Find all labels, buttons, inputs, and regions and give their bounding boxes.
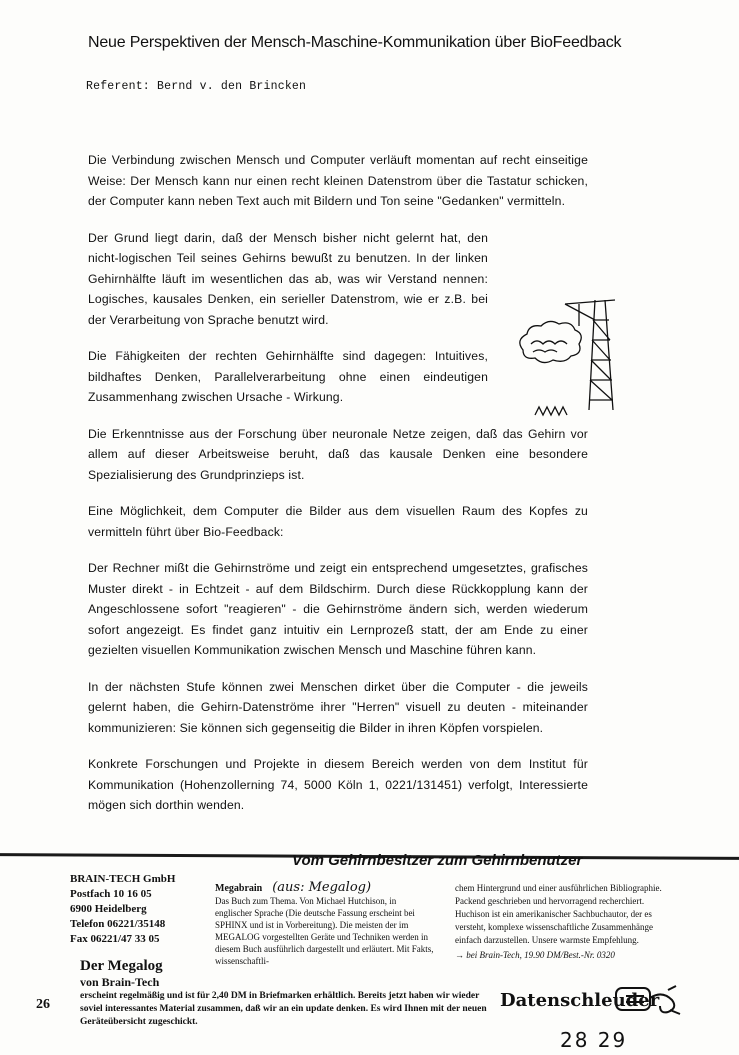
article-title: Neue Perspektiven der Mensch-Maschine-Kommunikation über BioFeedback bbox=[88, 34, 622, 51]
paragraph-1: Die Verbindung zwischen Mensch und Computer verläuft momentan auf recht einseitige Weise: Der Mensch kann nur einen recht kleinen Datenstrom über die Tastatur schicken, der Computer kann neben Text auch mit Bildern und Ton seine "Gedanken" vermitteln. bbox=[88, 153, 588, 208]
paragraph-7: In der nächsten Stufe können zwei Menschen dirket über die Computer - die jeweils gelernt haben, die Gehirn-Datenströme ihrer "Herren" visuell zu deuten - miteinander kommunizieren: Sie können sich gegenseitig die Bilder in ihren Köpfen vorspielen. bbox=[88, 679, 588, 735]
megabrain-text: Das Buch zum Thema. Von Michael Hutchison, in englischer Sprache (Die deutsche Fassung erscheint bei SPHINX und ist in Vorbereitung). Die meisten der im MEGALOG vorgestellten Geräte und Techniken werden in diesem Buch ausführlich dargestellt und erläutert. Mit Fakts, wissenschaftli- bbox=[215, 896, 434, 966]
speaker-line: Referent: Bernd v. den Brincken bbox=[86, 80, 307, 93]
brain-crane-illustration bbox=[505, 290, 625, 420]
review-text: chem Hintergrund und einer ausführlichen Bibliographie. Packend geschrieben und hervorragend recherchiert. Huchison ist ein amerikanischer Sachbuchautor, der es versteht, komplexe wissenschaftliche Zusammenhänge einfach darzustellen. Unsere warmste Empfehlung. bbox=[455, 883, 662, 945]
chaos-knot-icon bbox=[612, 982, 682, 1018]
paragraph-2: Der Grund liegt darin, daß der Mensch bisher nicht gelernt hat, den nicht-logischen Teil seines Gehirns bewußt zu benutzen. In der linken Gehirnhälfte läuft im wesentlichen das ab, was wir Verstand nennen: Logisches, kausales Denken, ein serieller Datenstrom, wie er z.B. bei der Verarbeitung von Sprache benutzt wird. bbox=[88, 230, 488, 327]
megalog-footnote: erscheint regelmäßig und ist für 2,40 DM in Briefmarken erhältlich. Bereits jetzt haben wir wieder soviel interessantes Material zusammen, daß wir an ein update denken. Es wird Ihnen mit der neuen Geräteübersicht zugeschickt. bbox=[80, 991, 487, 1027]
order-reference: → bei Brain-Tech, 19.90 DM/Best.-Nr. 0320 bbox=[455, 950, 615, 960]
megabrain-column bbox=[215, 882, 435, 967]
paragraph-4: Die Erkenntnisse aus der Forschung über neuronale Netze zeigen, daß das Gehirn vor allem auf dieser Arbeitsweise beruht, daß das kausale Denken eine besondere Spezialisierung des Grundprinzieps ist. bbox=[88, 426, 588, 482]
megabrain-label: Megabrain bbox=[215, 883, 263, 894]
address-line: Telefon 06221/35148 bbox=[70, 918, 166, 930]
address-line: 6900 Heidelberg bbox=[70, 903, 147, 915]
ad-headline: Vom Gehirnbesitzer zum Gehirnbenutzer bbox=[292, 852, 583, 869]
address-line: Postfach 10 16 05 bbox=[70, 888, 152, 900]
paragraph-5: Eine Möglichkeit, dem Computer die Bilder aus dem visuellen Raum des Kopfes zu vermitteln führt über Bio-Feedback: bbox=[88, 504, 588, 539]
page-number: 26 bbox=[36, 997, 50, 1012]
megalog-subtitle: von Brain-Tech bbox=[80, 975, 160, 989]
handwritten-page-numbers: 28 29 bbox=[560, 1028, 628, 1052]
megalog-block bbox=[80, 958, 163, 990]
address-line: Fax 06221/47 33 05 bbox=[70, 933, 160, 945]
magazine-name: Datenschleuder bbox=[500, 990, 660, 1011]
review-column bbox=[455, 882, 675, 962]
paragraph-8: Konkrete Forschungen und Projekte in diesem Bereich werden von dem Institut für Kommunikation (Hohenzollerning 74, 5000 Köln 1, 0221/131451) verfolgt, Interessierte mögen sich dorthin wenden. bbox=[88, 757, 588, 812]
paragraph-6: Der Rechner mißt die Gehirnströme und zeigt ein entsprechend umgesetztes, grafisches Muster direkt - in Echtzeit - auf dem Bildschirm. Durch diese Rückkopplung kann der Angeschlossene sofort "reagieren" - die Gehirnströme ändern sich, werden wiederum sofort angezeigt. Es findet ganz intuitiv ein Lernprozeß statt, der am Ende zu einer gezielten visuellen Kommunikation zwischen Mensch und Maschine führen kann. bbox=[88, 561, 588, 657]
paragraph-3: Die Fähigkeiten der rechten Gehirnhälfte sind dagegen: Intuitives, bildhaftes Denken, Parallelverarbeitung ohne einen eindeutigen Zusammenhang zwischen Ursache - Wirkung. bbox=[88, 349, 488, 404]
megalog-title: Der Megalog bbox=[80, 958, 163, 974]
address-line: BRAIN-TECH GmbH bbox=[70, 873, 176, 885]
megabrain-note: (aus: Megalog) bbox=[272, 880, 372, 895]
article-body bbox=[88, 150, 588, 832]
brain-tech-address bbox=[70, 872, 175, 947]
